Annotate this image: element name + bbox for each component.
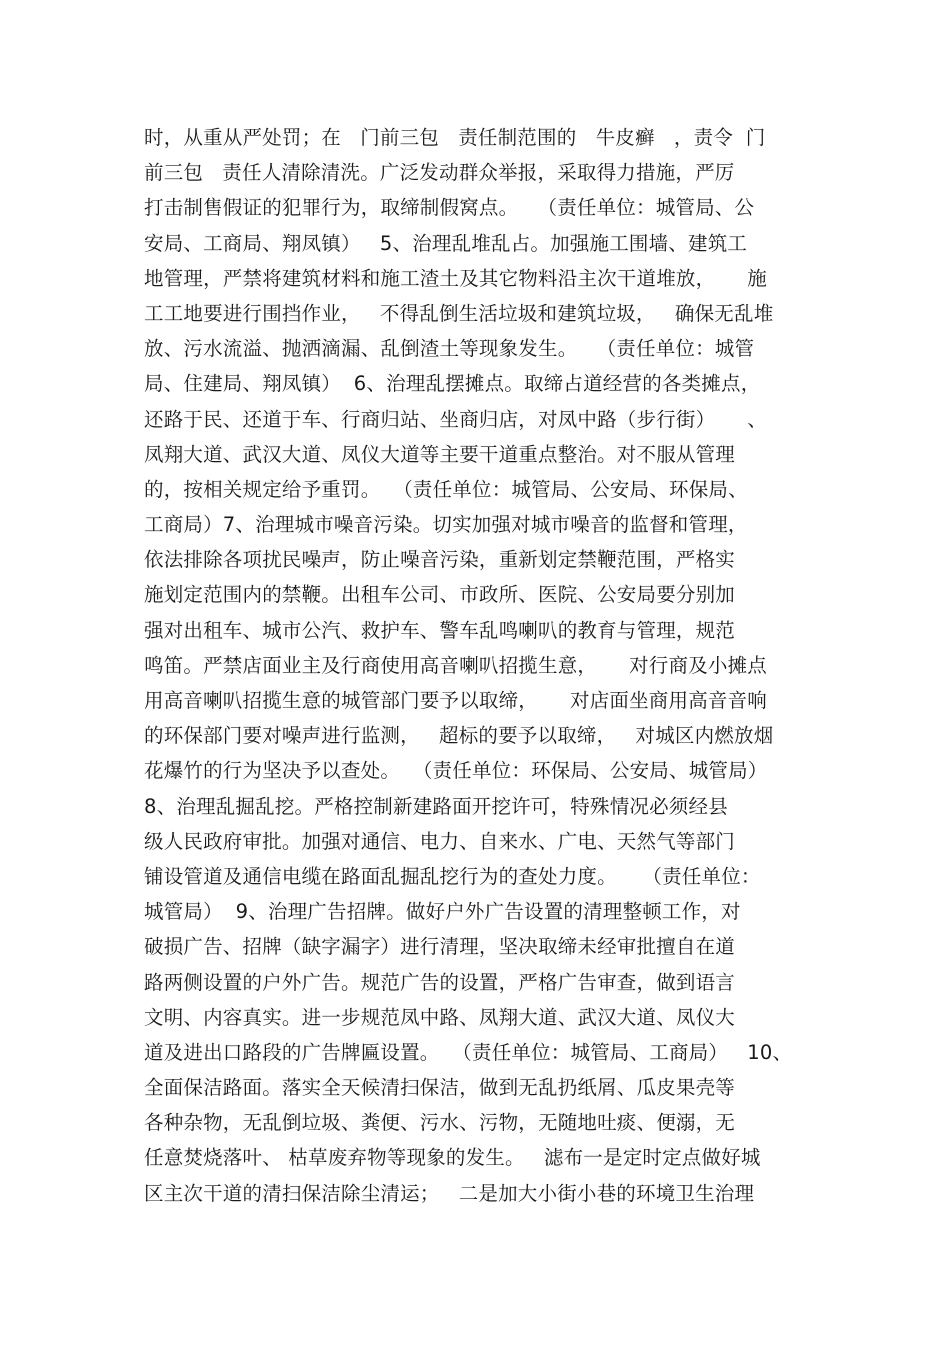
text-line: 区主次干道的清扫保洁除尘清运； 二是加大小街小巷的环境卫生治理	[144, 1181, 755, 1205]
text-line: 文明、内容真实。进一步规范凤中路、凤翔大道、武汉大道、凤仪大	[144, 1005, 736, 1029]
text-line: 时，从重从严处罚；在 门前三包 责任制范围的 牛皮癣 ，责令 门	[144, 126, 766, 149]
text-line: 铺设管道及通信电缆在路面乱掘乱挖行为的查处力度。 （责任单位：	[144, 864, 761, 888]
text-line: 城管局） 9、治理广告招牌。做好户外广告设置的清理整顿工作，对	[144, 900, 741, 924]
text-line: 工工地要进行围挡作业， 不得乱倒生活垃圾和建筑垃圾， 确保无乱堆	[144, 301, 774, 325]
text-line: 花爆竹的行为坚决予以查处。 （责任单位：环保局、公安局、城管局）	[144, 759, 768, 783]
text-line: 任意焚烧落叶、 枯草废弃物等现象的发生。 滤布一是定时定点做好城	[144, 1146, 761, 1170]
text-line: 各种杂物，无乱倒垃圾、粪便、污水、污物，无随地吐痰、便溺，无	[144, 1111, 736, 1135]
body-text	[144, 120, 816, 1211]
text-line: 安局、工商局、翔凤镇） 5、治理乱堆乱占。加强施工围墙、建筑工	[144, 231, 748, 255]
text-line: 施划定范围内的禁鞭。出租车公司、市政所、医院、公安局要分别加	[144, 583, 736, 607]
text-line: 打击制售假证的犯罪行为，取缔制假窝点。 （责任单位：城管局、公	[144, 196, 755, 220]
text-line: 路两侧设置的户外广告。规范广告的设置，严格广告审查，做到语言	[144, 970, 736, 994]
text-line: 凤翔大道、武汉大道、凤仪大道等主要干道重点整治。对不服从管理	[144, 442, 736, 466]
text-line: 的，按相关规定给予重罚。 （责任单位：城管局、公安局、环保局、	[144, 477, 748, 501]
text-line: 8、治理乱掘乱挖。严格控制新建路面开挖许可，特殊情况必须经县	[144, 794, 728, 818]
text-line: 地管理，严禁将建筑材料和施工渣土及其它物料沿主次干道堆放， 施	[144, 266, 767, 290]
text-line: 还路于民、还道于车、行商归站、坐商归店，对凤中路（步行街） 、	[144, 407, 767, 431]
text-line: 破损广告、招牌（缺字漏字）进行清理，坚决取缔未经审批擅自在道	[144, 935, 736, 959]
text-line: 放、污水流溢、抛洒滴漏、乱倒渣土等现象发生。 （责任单位：城管	[144, 337, 755, 361]
text-line: 前三包 责任人清除清洗。广泛发动群众举报，采取得力措施，严厉	[144, 161, 735, 185]
text-line: 强对出租车、城市公汽、救护车、警车乱鸣喇叭的教育与管理，规范	[144, 618, 736, 642]
text-line: 的环保部门要对噪声进行监测， 超标的要予以取缔， 对城区内燃放烟	[144, 724, 774, 748]
text-line: 局、住建局、翔凤镇） 6、治理乱摆摊点。取缔占道经营的各类摊点，	[144, 372, 761, 396]
text-line: 级人民政府审批。加强对通信、电力、自来水、广电、天然气等部门	[144, 829, 736, 853]
text-line: 鸣笛。严禁店面业主及行商使用高音喇叭招揽生意， 对行商及小摊点	[144, 653, 767, 677]
text-line: 道及进出口路段的广告牌匾设置。 （责任单位：城管局、工商局） 10、	[144, 1040, 793, 1064]
text-line: 用高音喇叭招揽生意的城管部门要予以取缔， 对店面坐商用高音音响	[144, 689, 767, 712]
text-line: 依法排除各项扰民噪声，防止噪音污染，重新划定禁鞭范围，严格实	[144, 548, 736, 572]
text-line: 全面保洁路面。落实全天候清扫保洁，做到无乱扔纸屑、瓜皮果壳等	[144, 1076, 736, 1100]
text-line: 工商局）7、治理城市噪音污染。切实加强对城市噪音的监督和管理，	[144, 513, 748, 537]
